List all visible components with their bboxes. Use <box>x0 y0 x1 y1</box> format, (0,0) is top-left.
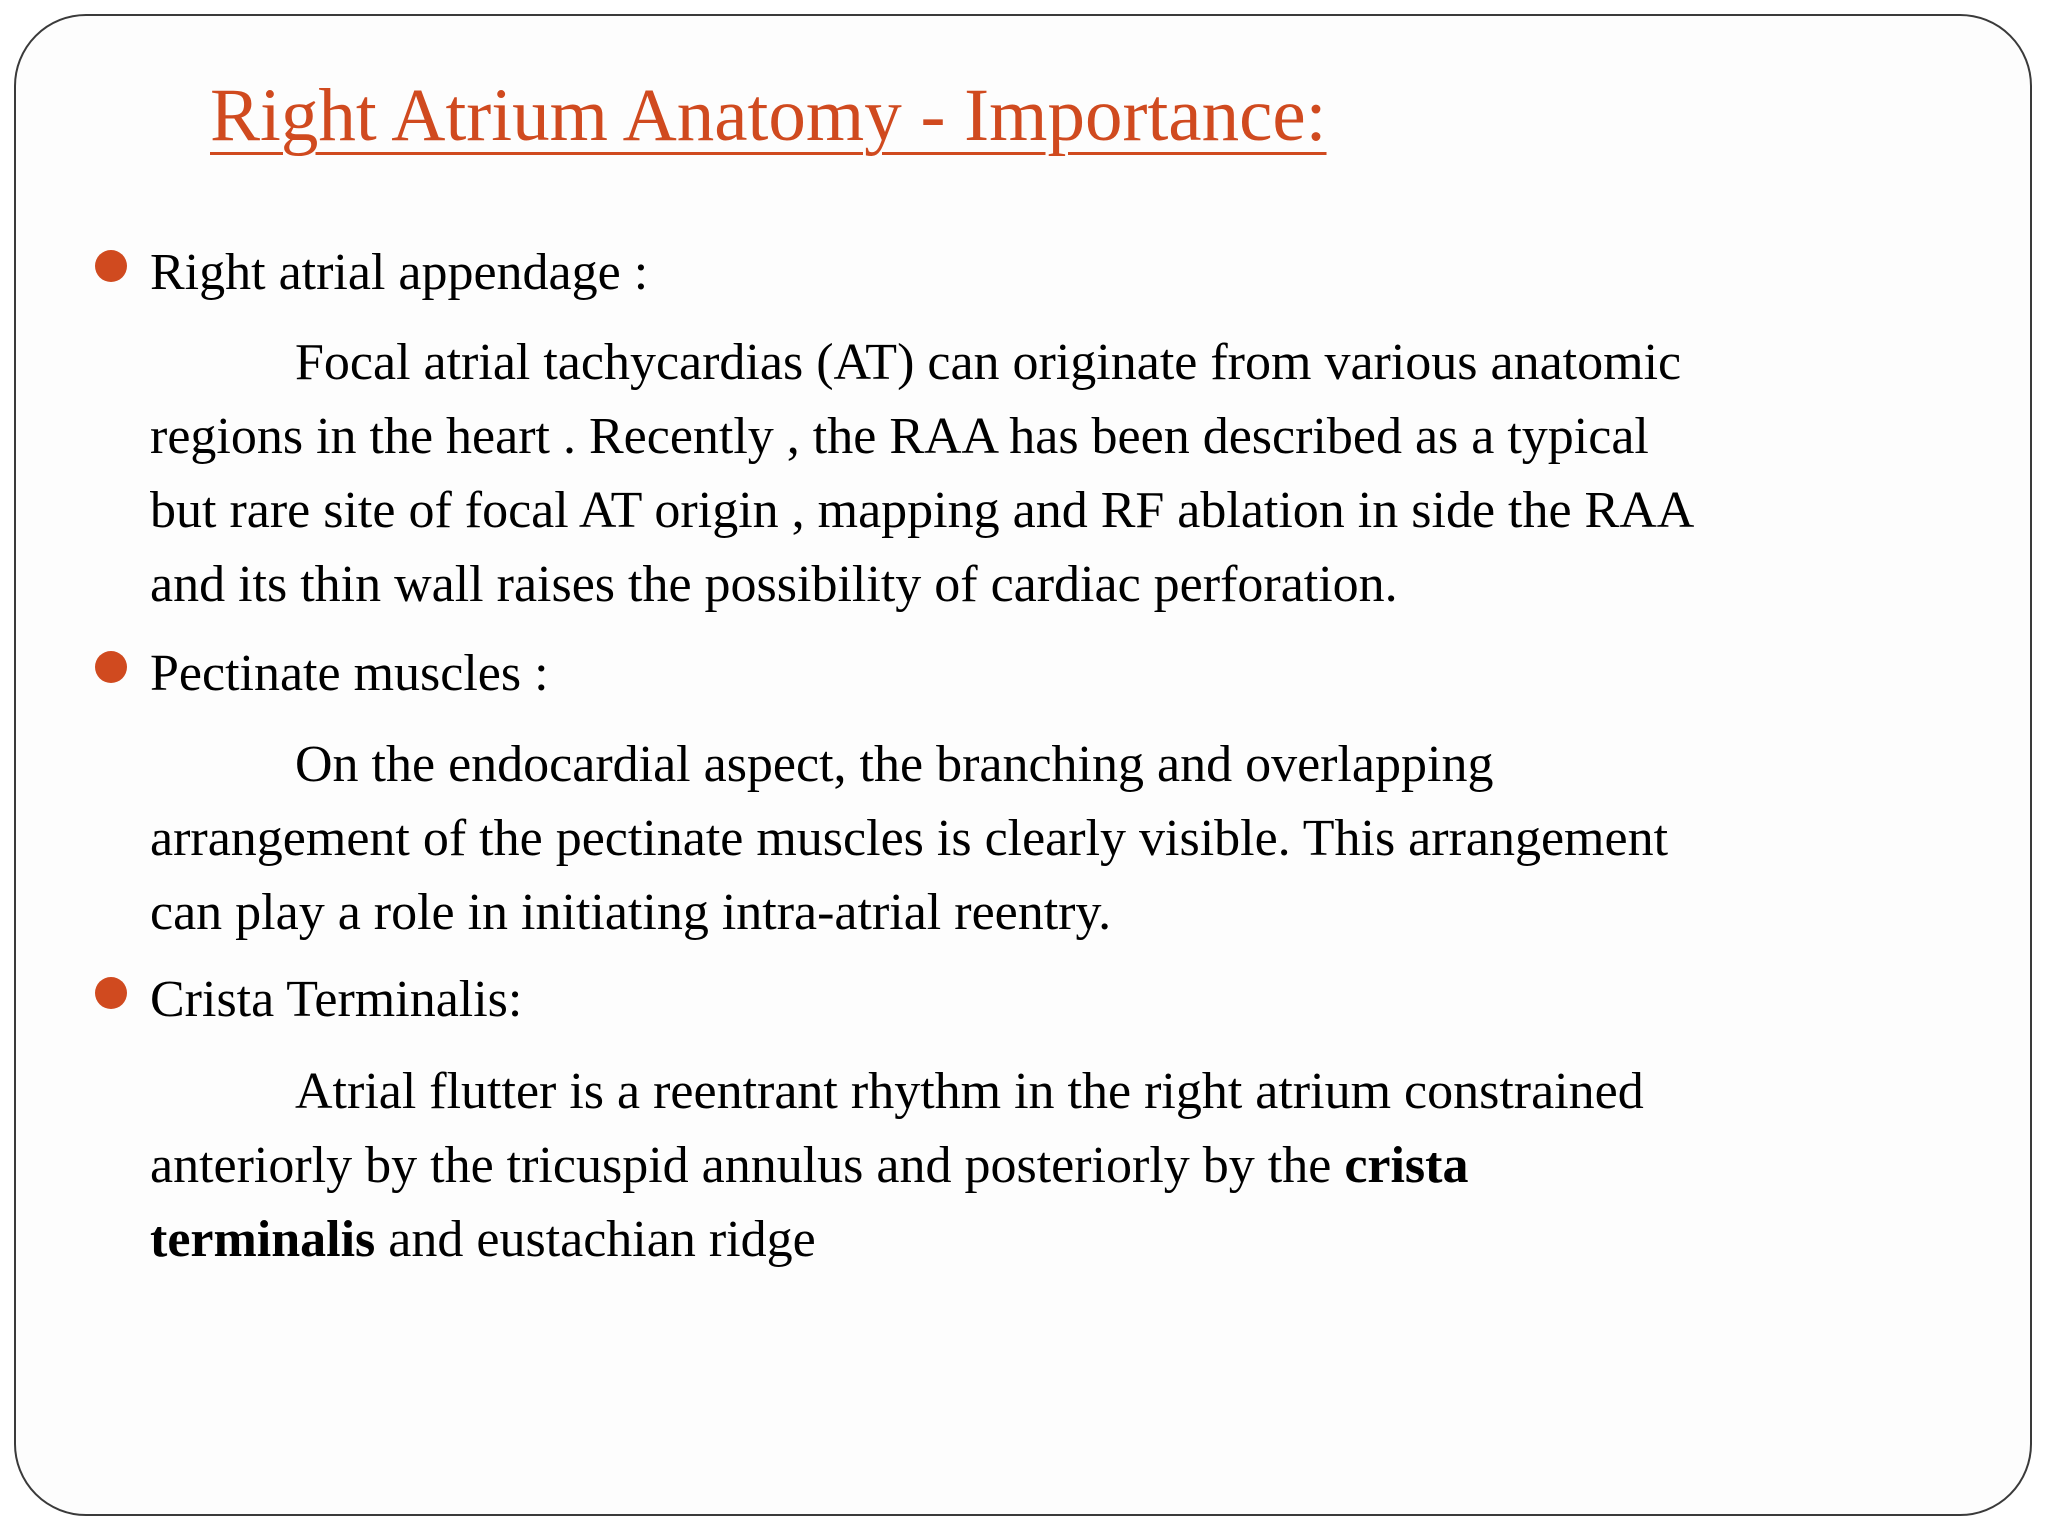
bold-term: crista <box>1344 1137 1469 1194</box>
text-line: Focal atrial tachycardias (AT) can originate from various anatomic <box>295 334 1682 391</box>
text-segment: anteriorly by the tricuspid annulus and posteriorly by the <box>150 1137 1345 1194</box>
bullet-body-appendage <box>150 326 2030 622</box>
text-segment: and eustachian ridge <box>375 1211 816 1268</box>
text-line: and its thin wall raises the possibility of cardiac perforation. <box>150 556 1398 613</box>
bullet-body-crista <box>150 1055 2030 1277</box>
bullet-dot-icon <box>95 651 127 683</box>
bullet-dot-icon <box>95 250 127 282</box>
bullet-body-pectinate <box>150 728 2030 950</box>
text-line: can play a role in initiating intra-atrial reentry. <box>150 884 1112 941</box>
text-line: regions in the heart . Recently , the RAA has been described as a typical <box>150 408 1649 465</box>
bold-term: terminalis <box>150 1211 376 1268</box>
text-line: Atrial flutter is a reentrant rhythm in the right atrium constrained <box>295 1063 1644 1120</box>
text-line: but rare site of focal AT origin , mapping and RF ablation in side the RAA <box>150 482 1695 539</box>
bullet-heading-appendage: Right atrial appendage : <box>150 244 649 301</box>
text-line: arrangement of the pectinate muscles is clearly visible. This arrangement <box>150 810 1669 867</box>
slide-title: Right Atrium Anatomy - Importance: <box>210 74 1327 157</box>
text-line <box>150 1203 2030 1277</box>
bullet-dot-icon <box>95 977 127 1009</box>
text-line <box>150 1129 2030 1203</box>
bullet-heading-crista: Crista Terminalis: <box>150 971 523 1028</box>
text-line: On the endocardial aspect, the branching and overlapping <box>295 736 1494 793</box>
bullet-heading-pectinate: Pectinate muscles : <box>150 645 549 702</box>
